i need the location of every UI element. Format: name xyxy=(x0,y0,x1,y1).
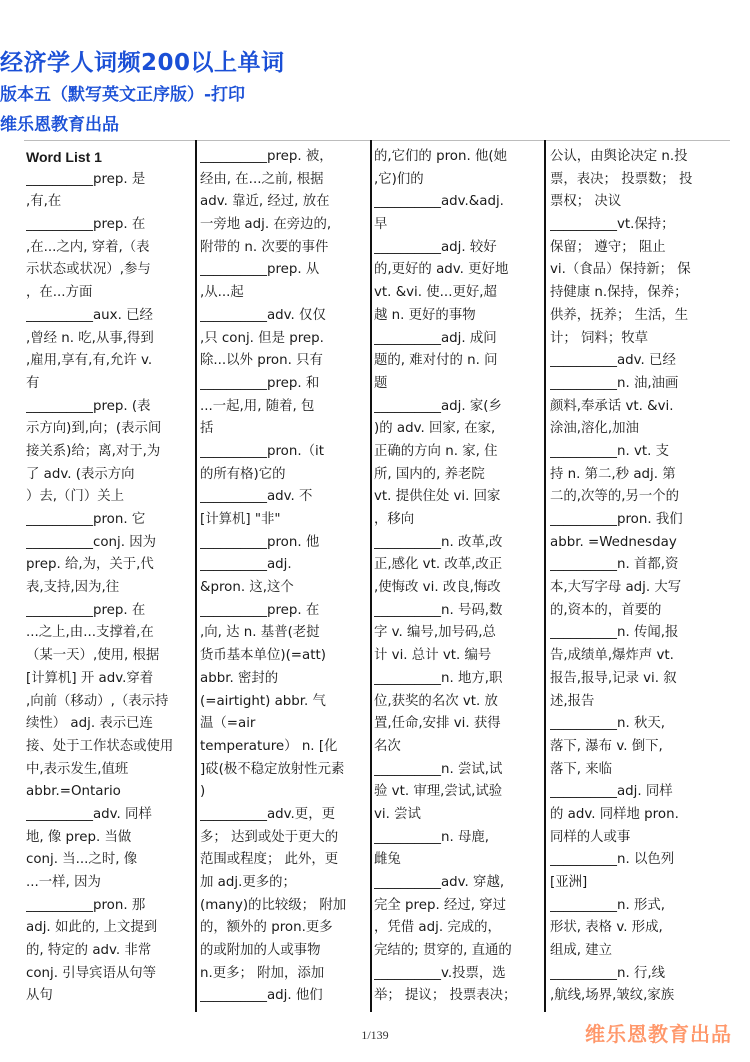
entry-line: 告,成绩单,爆炸声 vt. xyxy=(550,648,674,664)
entry-line: __________adj. 家(乡 xyxy=(374,398,502,414)
entry-line: ,它)们的 xyxy=(374,171,424,187)
column-divider xyxy=(370,140,372,1012)
entry-line: 除...以外 pron. 只有 xyxy=(200,353,323,369)
entry-line: ,航线,场界,皱纹,家族 xyxy=(550,988,675,1004)
column-divider xyxy=(544,140,546,1012)
entry-line: __________prep. 在 xyxy=(26,217,146,233)
word-list-heading: Word List 1 xyxy=(26,149,102,165)
entry-line: 的, 特定的 adv. 非常 xyxy=(26,943,152,959)
entry-line: 计 vi. 总计 vt. 编号 xyxy=(374,648,492,664)
entry-line: abbr.=Ontario xyxy=(26,784,121,800)
entry-line: __________n. 尝试,试 xyxy=(374,761,503,777)
entry-line: [计算机] 开 adv.穿着 xyxy=(26,670,154,686)
entry-line: 题 xyxy=(374,375,388,391)
entry-line: adv. 靠近, 经过, 放在 xyxy=(200,194,330,210)
entry-line: ,有,在 xyxy=(26,194,62,210)
entry-line: ）去,（门）关上 xyxy=(26,489,124,505)
entry-line: 涂油,溶化,加油 xyxy=(550,421,639,437)
entry-line: __________pron. 他 xyxy=(200,534,320,550)
entry-line: 有 xyxy=(26,375,40,391)
entry-line: 报告,报导,记录 vi. 叙 xyxy=(550,670,677,686)
entry-line: 多； 达到或处于更大的 xyxy=(200,829,339,845)
entry-line: 完全 prep. 经过, 穿过 xyxy=(374,897,507,913)
entry-line: 越 n. 更好的事物 xyxy=(374,307,476,323)
entry-line: __________pron. 那 xyxy=(26,897,146,913)
entry-line: ,向, 达 n. 基普(老挝 xyxy=(200,625,320,641)
entry-line: 字 v. 编号,加号码,总 xyxy=(374,625,496,641)
entry-line: __________n. 地方,职 xyxy=(374,670,503,686)
entry-line: __________adj. 较好 xyxy=(374,239,497,255)
entry-line: __________prep. 在 xyxy=(200,602,320,618)
word-column-2 xyxy=(200,146,368,1014)
entry-line: 正确的方向 n. 家, 住 xyxy=(374,443,498,459)
entry-line: n.更多； 附加，添加 xyxy=(200,965,325,981)
entry-line: ,在...之内, 穿着,（表 xyxy=(26,239,150,255)
entry-line: ,向前（移动）,（表示持 xyxy=(26,693,169,709)
entry-line: ...一样, 因为 xyxy=(26,875,101,890)
entry-line: 了 adv. (表示方向 xyxy=(26,466,135,482)
entry-line: 票，表决； 投票数； 投 xyxy=(550,171,693,187)
entry-line: __________n. 秋天, xyxy=(550,716,665,732)
entry-line: 地, 像 prep. 当做 xyxy=(26,829,132,845)
entry-line: ,只 conj. 但是 prep. xyxy=(200,330,324,346)
entry-line: 供养，抚养； 生活，生 xyxy=(550,307,689,323)
entry-line: __________prep. 在 xyxy=(26,602,146,618)
header-rule xyxy=(24,140,730,141)
entry-line: 续性） adj. 表示已连 xyxy=(26,716,153,732)
entry-line: conj. 引导宾语从句等 xyxy=(26,965,157,981)
entry-line: 颜料,奉承话 vt. &vi. xyxy=(550,398,674,414)
entry-line: __________adv. 同样 xyxy=(26,806,152,822)
entry-line: vi.（食品）保持新； 保 xyxy=(550,262,691,278)
entry-line: ,使悔改 vi. 改良,悔改 xyxy=(374,580,501,596)
entry-line: )的 adv. 回家, 在家, xyxy=(374,421,496,437)
entry-line: __________prep. 被， xyxy=(200,149,333,164)
entry-line: 的,更好的 adv. 更好地 xyxy=(374,262,509,278)
entry-line: 票权； 决议 xyxy=(550,194,622,210)
entry-line: 温（=air xyxy=(200,716,256,732)
entry-line: 名次 xyxy=(374,738,401,754)
entry-line: __________adv.更，更 xyxy=(200,806,335,822)
entry-line: conj. 当...之时, 像 xyxy=(26,852,138,868)
entry-line: __________vt.保持； xyxy=(550,217,675,233)
entry-line: 持 n. 第二,秒 adj. 第 xyxy=(550,466,676,482)
entry-line: ，凭借 adj. 完成的， xyxy=(374,920,501,936)
entry-line: __________adj. xyxy=(200,557,292,573)
entry-line: 附带的 n. 次要的事件 xyxy=(200,239,329,255)
entry-line: 举； 提议； 投票表决； xyxy=(374,988,517,1004)
entry-line: __________n. 首都,资 xyxy=(550,557,679,573)
entry-line: （某一天）,使用, 根据 xyxy=(26,648,160,664)
entry-line: [亚洲] xyxy=(550,875,588,890)
entry-line: __________pron. 它 xyxy=(26,512,146,527)
entry-line: __________n. 号码,数 xyxy=(374,602,503,618)
entry-line: vt. 提供住处 vi. 回家 xyxy=(374,489,501,505)
entry-line: 验 vt. 审理,尝试,试验 xyxy=(374,784,503,800)
entry-line: vi. 尝试 xyxy=(374,806,421,822)
entry-line: 持健康 n.保持，保养； xyxy=(550,285,688,301)
entry-line: 经由, 在...之前, 根据 xyxy=(200,171,324,187)
entry-line: 示方向)到,向；(表示间 xyxy=(26,421,162,437)
entry-line: 正,感化 vt. 改革,改正 xyxy=(374,557,503,573)
entry-line: 组成, 建立 xyxy=(550,943,613,959)
entry-line: 完结的; 贯穿的, 直通的 xyxy=(374,943,512,959)
entry-line: __________adj. 同样 xyxy=(550,784,673,800)
entry-line: 雌兔 xyxy=(374,852,401,868)
entry-line: vt. &vi. 使...更好,超 xyxy=(374,285,497,301)
entry-line: __________prep. 是 xyxy=(26,171,146,187)
entry-line: 的，额外的 pron.更多 xyxy=(200,920,333,936)
column-divider xyxy=(195,140,197,1012)
entry-line: abbr. 密封的 xyxy=(200,670,279,686)
entry-line: 保留； 遵守； 阻止 xyxy=(550,239,666,255)
entry-line: 早 xyxy=(374,217,388,233)
entry-line: (=airtight) abbr. 气 xyxy=(200,693,326,709)
word-column-1 xyxy=(26,146,190,1014)
entry-line: 示状态或状况）,参与 xyxy=(26,262,151,278)
entry-line: 中,表示发生,值班 xyxy=(26,761,129,777)
entry-line: ]砹(极不稳定放射性元素 xyxy=(200,761,345,777)
entry-line: __________adv. 仅仅 xyxy=(200,307,326,323)
entry-line: __________adj. 他们 xyxy=(200,988,323,1004)
entry-line: __________aux. 已经 xyxy=(26,307,153,323)
document-subtitle: 版本五（默写英文正序版）-打印 xyxy=(0,85,246,105)
entry-line: 括 xyxy=(200,421,214,437)
entry-line: __________pron. 我们 xyxy=(550,512,683,527)
word-column-3 xyxy=(374,146,542,1014)
entry-line: 公认，由舆论决定 n.投 xyxy=(550,149,688,164)
entry-line: __________pron.（it xyxy=(200,443,324,459)
document-title: 经济学人词频200以上单词 xyxy=(0,50,285,76)
entry-line: 的 adv. 同样地 pron. xyxy=(550,806,679,822)
entry-line: __________adv. 已经 xyxy=(550,353,676,369)
entry-line: 接关系)给；离,对于,为 xyxy=(26,443,161,459)
entry-line: __________n. 母鹿, xyxy=(374,829,489,845)
entry-line: ，在...方面 xyxy=(26,285,93,301)
entry-line: __________v.投票，选 xyxy=(374,965,506,981)
entry-line: 一旁地 adj. 在旁边的, xyxy=(200,217,332,233)
entry-line: 题的, 难对付的 n. 问 xyxy=(374,353,498,369)
publisher-line: 维乐恩教育出品 xyxy=(0,115,119,135)
entry-line: 本,大写字母 adj. 大写 xyxy=(550,580,682,596)
entry-line: __________n. 传闻,报 xyxy=(550,625,679,641)
entry-line: __________prep. (表 xyxy=(26,398,151,414)
entry-line: __________adj. 成问 xyxy=(374,330,497,346)
entry-line: 接、处于工作状态或使用 xyxy=(26,738,174,754)
entry-line: 的所有格)它的 xyxy=(200,466,286,482)
entry-line: 二的,次等的,另一个的 xyxy=(550,489,680,505)
entry-line: 所, 国内的, 养老院 xyxy=(374,466,485,482)
entry-line: __________adv. 不 xyxy=(200,489,313,505)
entry-line: temperature） n. [化 xyxy=(200,738,338,754)
entry-line: 表,支持,因为,往 xyxy=(26,580,120,596)
entry-line: &pron. 这,这个 xyxy=(200,580,294,596)
word-column-4 xyxy=(550,146,728,1014)
entry-line: ) xyxy=(200,784,206,800)
entry-line: __________adv.&adj. xyxy=(374,194,504,210)
entry-line: __________n. 改革,改 xyxy=(374,534,503,550)
page-number: 1/139 xyxy=(361,1028,389,1042)
entry-line: __________n. 行,线 xyxy=(550,965,665,981)
entry-line: ,从...起 xyxy=(200,285,244,301)
entry-line: abbr. =Wednesday xyxy=(550,534,677,550)
entry-line: adj. 如此的, 上文提到 xyxy=(26,920,158,936)
entry-line: 落下, 瀑布 v. 倒下, xyxy=(550,738,663,754)
entry-line: (many)的比较级； 附加 xyxy=(200,897,347,913)
entry-line: 落下, 来临 xyxy=(550,761,613,777)
entry-line: 置,任命,安排 vi. 获得 xyxy=(374,716,501,732)
entry-line: 述,报告 xyxy=(550,693,595,709)
entry-line: prep. 给,为，关于,代 xyxy=(26,557,154,573)
entry-line: ，移向 xyxy=(374,512,415,527)
entry-line: 从句 xyxy=(26,988,53,1004)
entry-line: 货币基本单位)(=att) xyxy=(200,648,326,664)
entry-line: __________n. vt. 支 xyxy=(550,443,670,459)
entry-line: __________n. 以色列 xyxy=(550,852,675,868)
entry-line: 形状, 表格 v. 形成, xyxy=(550,920,663,936)
entry-line: 范围或程度； 此外，更 xyxy=(200,852,339,868)
entry-line: ,雇用,享有,有,允许 v. xyxy=(26,353,153,369)
entry-line: ...一起,用, 随着, 包 xyxy=(200,398,315,414)
entry-line: ,曾经 n. 吃,从事,得到 xyxy=(26,330,154,346)
entry-line: 的,资本的，首要的 xyxy=(550,602,662,618)
entry-line: 加 adj.更多的； xyxy=(200,875,296,890)
entry-line: 的,它们的 pron. 他(她 xyxy=(374,149,507,164)
entry-line: __________n. 油,油画 xyxy=(550,375,679,391)
entry-line: __________prep. 从 xyxy=(200,262,320,278)
publisher-watermark: 维乐恩教育出品 xyxy=(585,1022,732,1046)
entry-line: __________n. 形式, xyxy=(550,897,665,913)
entry-line: __________prep. 和 xyxy=(200,375,320,391)
entry-line: 的或附加的人或事物 xyxy=(200,943,321,959)
entry-line: __________adv. 穿越, xyxy=(374,875,505,890)
entry-line: 计； 饲料；牧草 xyxy=(550,330,648,346)
entry-line: 同样的人或事 xyxy=(550,829,631,845)
entry-line: __________conj. 因为 xyxy=(26,534,157,550)
entry-line: ...之上,由...支撑着,在 xyxy=(26,625,154,641)
entry-line: [计算机] "非" xyxy=(200,512,281,527)
entry-line: 位,获奖的名次 vt. 放 xyxy=(374,693,498,709)
